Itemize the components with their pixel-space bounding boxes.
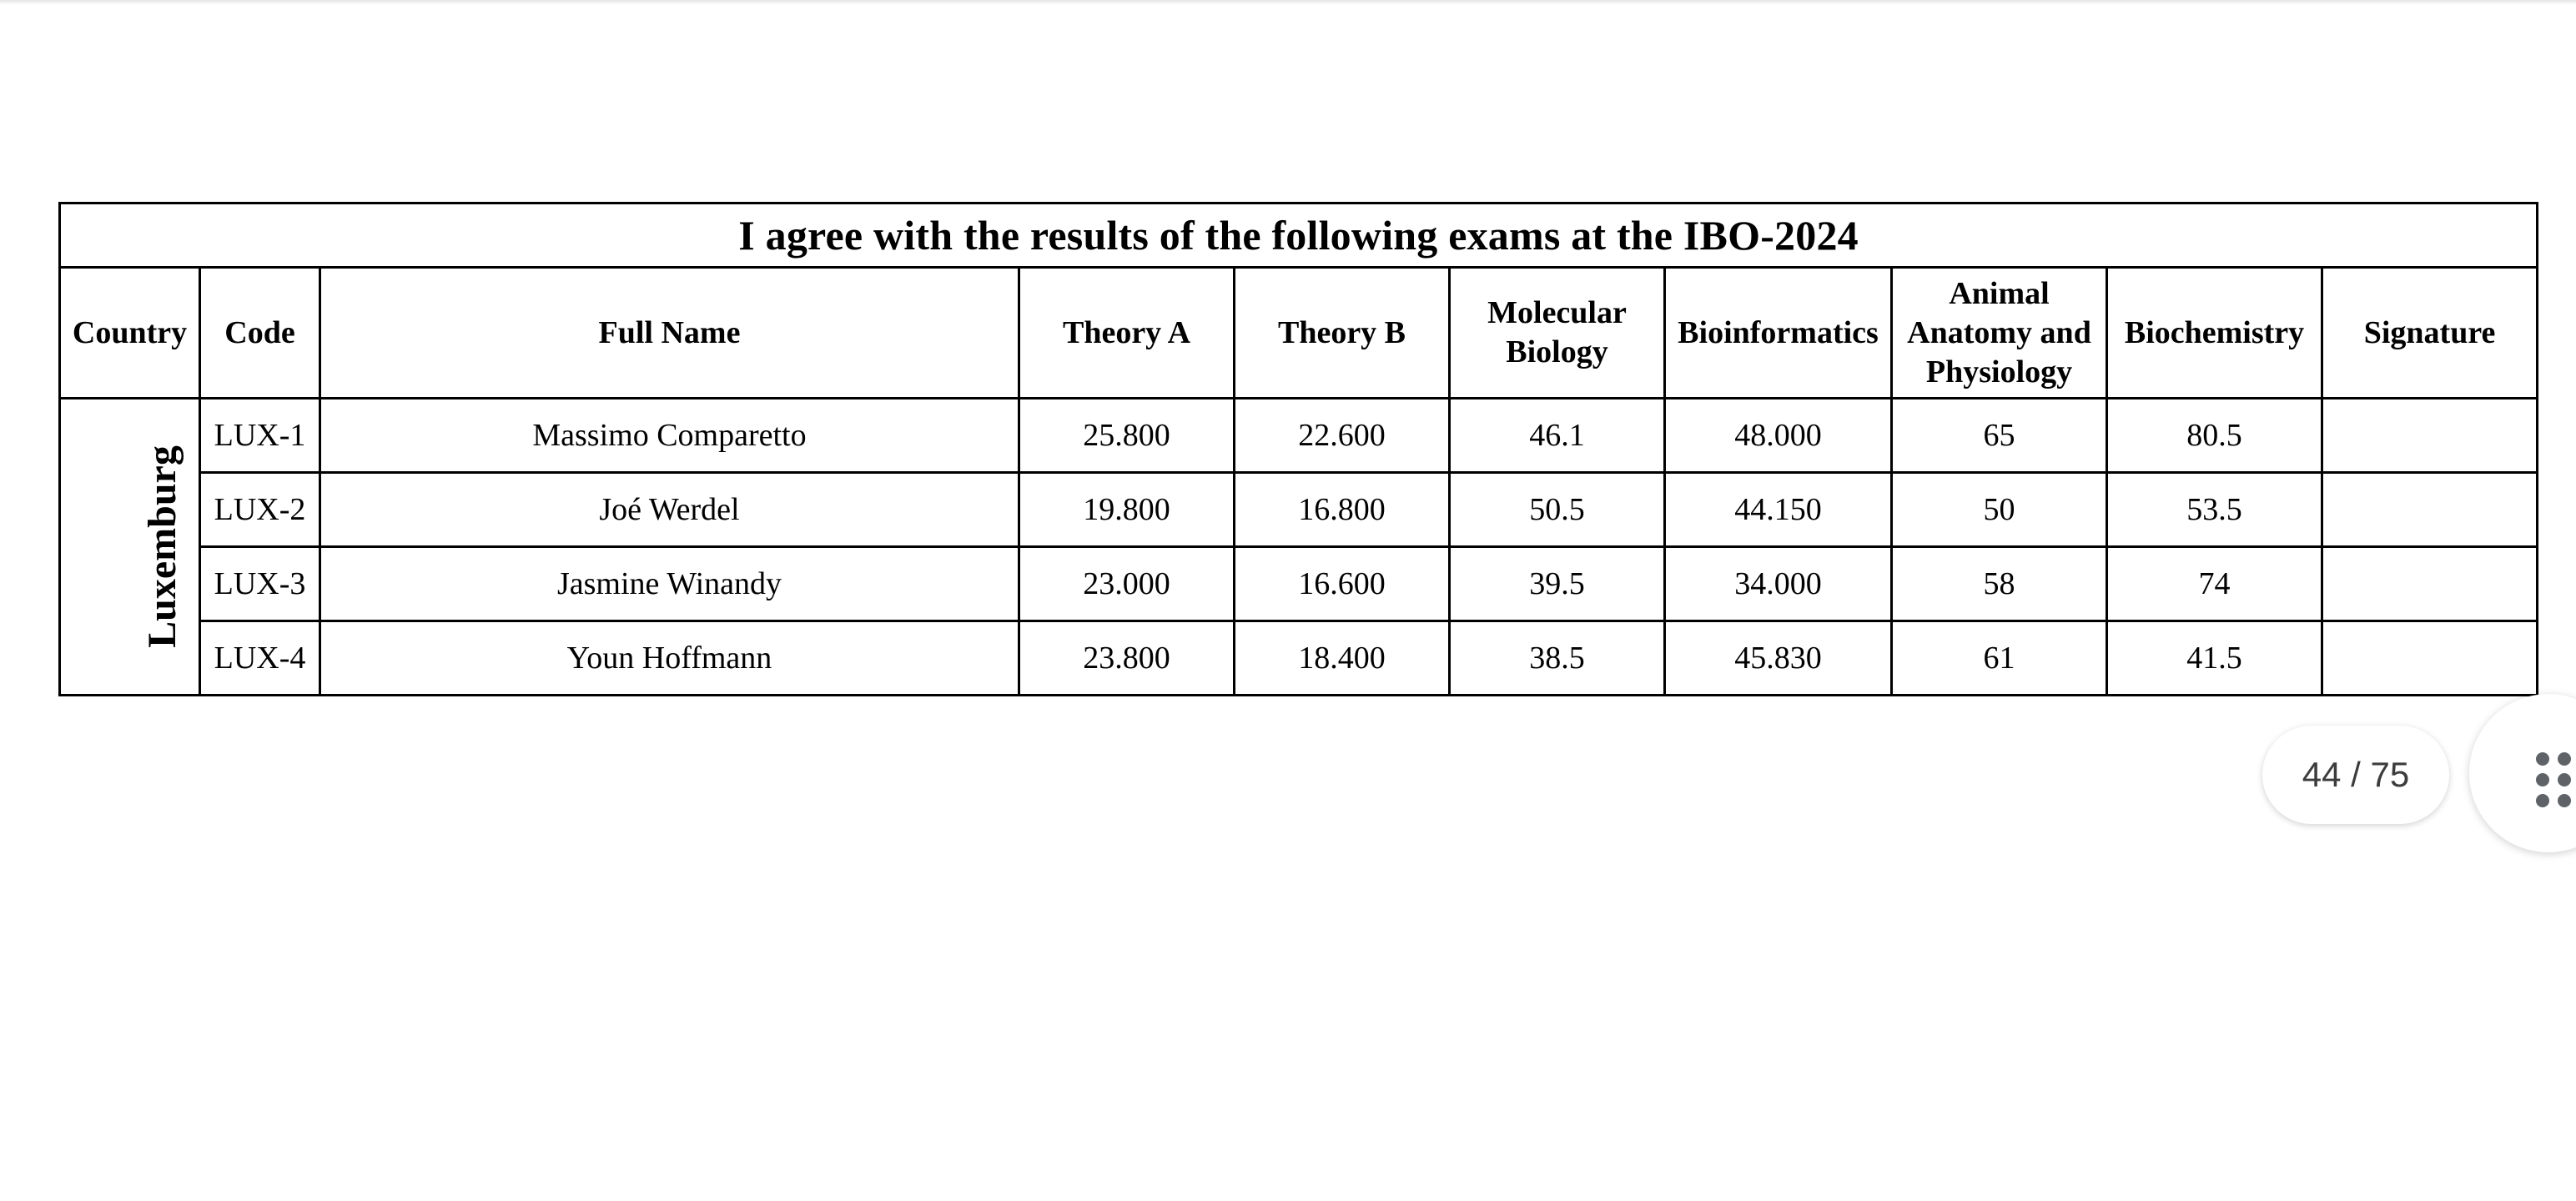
cell-bioinformatics: 34.000 xyxy=(1665,547,1892,621)
header-biochemistry: Biochemistry xyxy=(2107,268,2322,399)
header-signature: Signature xyxy=(2322,268,2538,399)
cell-bioinformatics: 44.150 xyxy=(1665,473,1892,547)
table-row xyxy=(60,547,2538,621)
cell-name: Jasmine Winandy xyxy=(320,547,1019,621)
cell-molecular-biology: 38.5 xyxy=(1450,621,1665,696)
header-code: Code xyxy=(200,268,320,399)
cell-signature xyxy=(2322,547,2538,621)
cell-molecular-biology: 39.5 xyxy=(1450,547,1665,621)
cell-biochemistry: 74 xyxy=(2107,547,2322,621)
header-row xyxy=(60,268,2538,399)
header-molecular-biology xyxy=(1450,268,1665,399)
table-title: I agree with the results of the following exams at the IBO-2024 xyxy=(60,204,2538,268)
header-animal-anatomy xyxy=(1892,268,2107,399)
cell-code: LUX-4 xyxy=(200,621,320,696)
cell-code: LUX-1 xyxy=(200,399,320,473)
table-row xyxy=(60,621,2538,696)
cell-biochemistry: 41.5 xyxy=(2107,621,2322,696)
cell-biochemistry: 53.5 xyxy=(2107,473,2322,547)
cell-bioinformatics: 48.000 xyxy=(1665,399,1892,473)
cell-biochemistry: 80.5 xyxy=(2107,399,2322,473)
cell-signature xyxy=(2322,473,2538,547)
page-current: 44 xyxy=(2302,755,2342,794)
cell-molecular-biology: 46.1 xyxy=(1450,399,1665,473)
cell-theory-a: 25.800 xyxy=(1019,399,1235,473)
cell-name: Joé Werdel xyxy=(320,473,1019,547)
header-theory-a: Theory A xyxy=(1019,268,1235,399)
page-counter[interactable] xyxy=(2262,726,2449,824)
header-animal-line1: Animal xyxy=(1949,275,2050,311)
table-row xyxy=(60,399,2538,473)
header-animal-line3: Physiology xyxy=(1925,354,2073,389)
page-total: 75 xyxy=(2370,755,2410,794)
cell-animal-anatomy: 58 xyxy=(1892,547,2107,621)
drag-grid-icon xyxy=(2536,752,2576,807)
cell-theory-a: 23.000 xyxy=(1019,547,1235,621)
country-name: Luxemburg xyxy=(139,445,184,648)
cell-animal-anatomy: 50 xyxy=(1892,473,2107,547)
drag-menu-button[interactable] xyxy=(2469,694,2576,852)
cell-signature xyxy=(2322,399,2538,473)
cell-theory-b: 22.600 xyxy=(1235,399,1450,473)
cell-theory-a: 23.800 xyxy=(1019,621,1235,696)
cell-animal-anatomy: 65 xyxy=(1892,399,2107,473)
cell-theory-b: 18.400 xyxy=(1235,621,1450,696)
cell-molecular-biology: 50.5 xyxy=(1450,473,1665,547)
cell-theory-a: 19.800 xyxy=(1019,473,1235,547)
cell-code: LUX-2 xyxy=(200,473,320,547)
header-bioinformatics: Bioinformatics xyxy=(1665,268,1892,399)
header-theory-b: Theory B xyxy=(1235,268,1450,399)
cell-code: LUX-3 xyxy=(200,547,320,621)
results-table xyxy=(58,202,2538,696)
table-row xyxy=(60,473,2538,547)
cell-theory-b: 16.800 xyxy=(1235,473,1450,547)
cell-bioinformatics: 45.830 xyxy=(1665,621,1892,696)
header-full-name: Full Name xyxy=(320,268,1019,399)
header-molecular-biology-line1: Molecular xyxy=(1487,295,1627,330)
cell-name: Massimo Comparetto xyxy=(320,399,1019,473)
page-separator: / xyxy=(2351,755,2361,794)
header-country: Country xyxy=(60,268,200,399)
header-animal-line2: Anatomy and xyxy=(1907,314,2091,350)
cell-name: Youn Hoffmann xyxy=(320,621,1019,696)
header-molecular-biology-line2: Biology xyxy=(1506,334,1608,369)
cell-signature xyxy=(2322,621,2538,696)
cell-animal-anatomy: 61 xyxy=(1892,621,2107,696)
country-cell xyxy=(60,399,200,696)
cell-theory-b: 16.600 xyxy=(1235,547,1450,621)
